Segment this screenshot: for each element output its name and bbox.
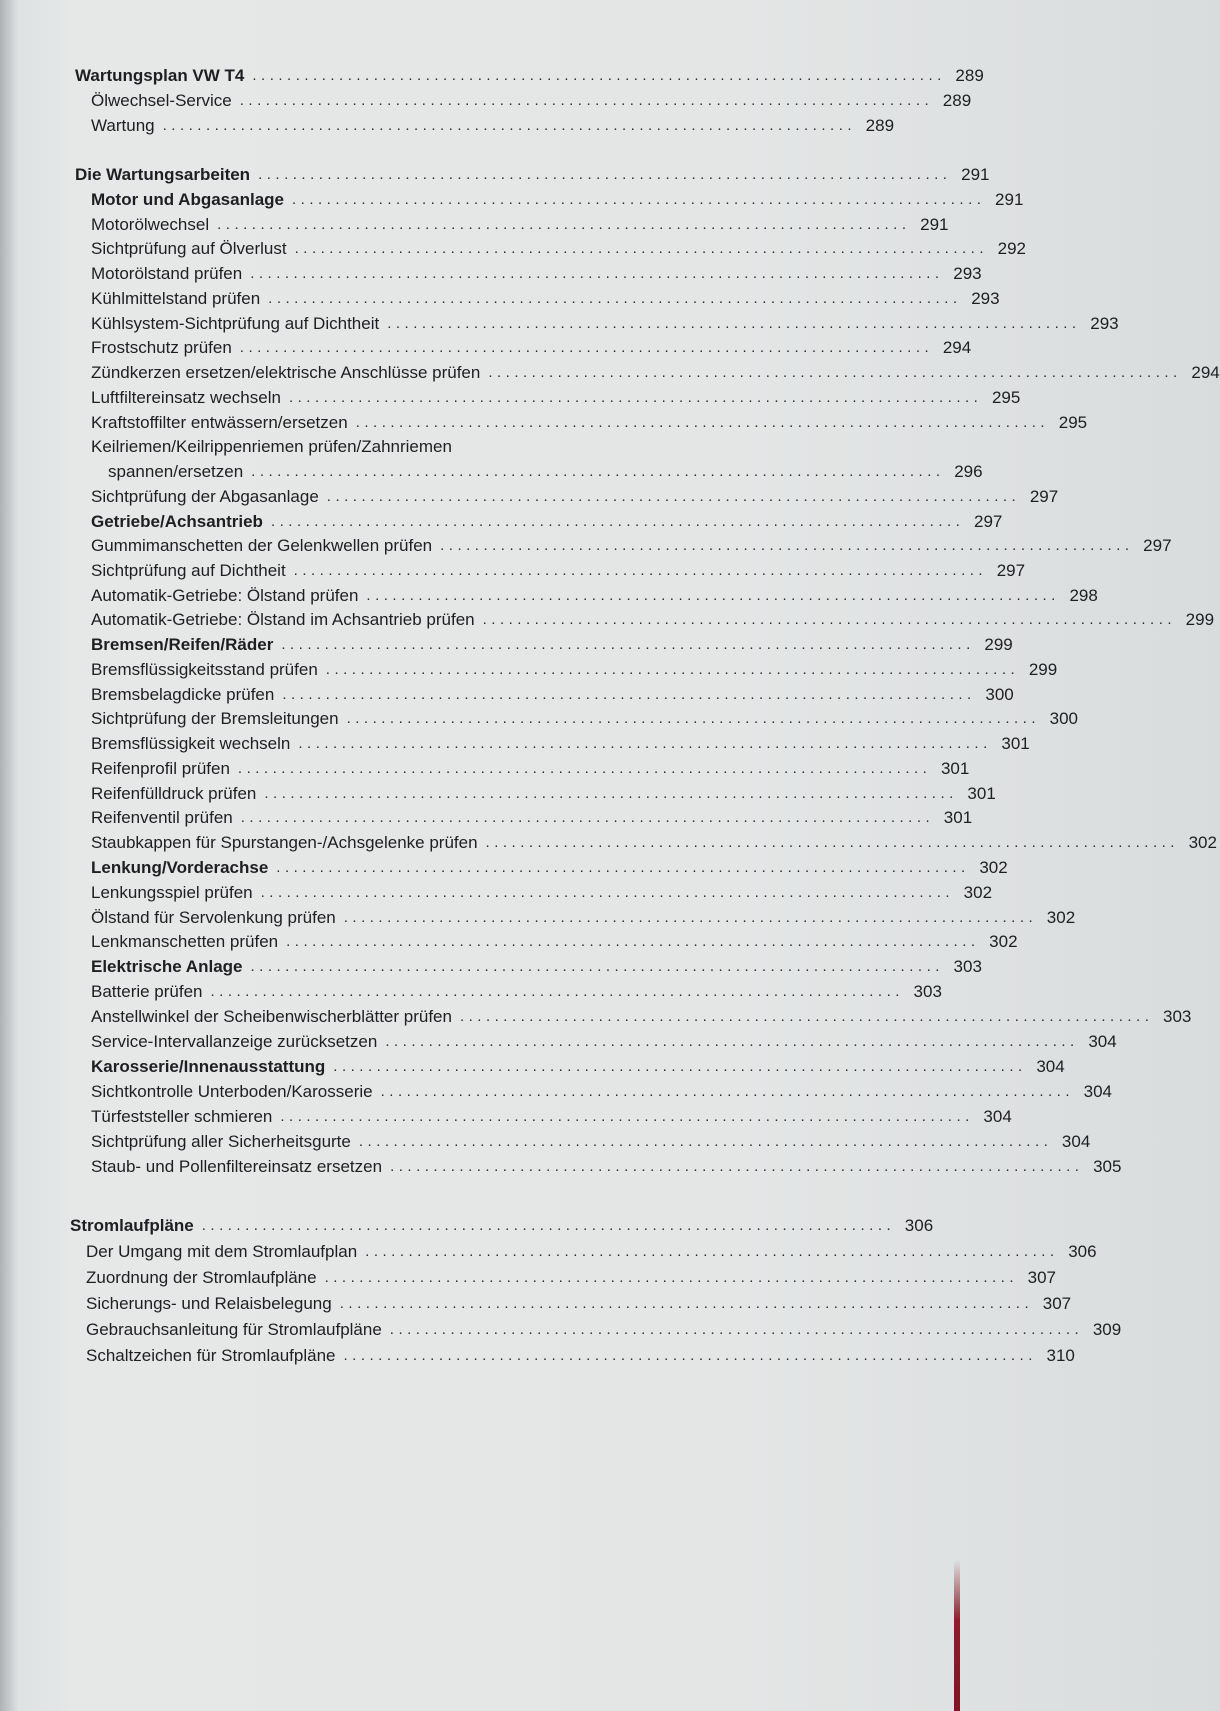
dot-leader: ................................................................................ bbox=[280, 1108, 974, 1125]
book-cover-edge bbox=[954, 1560, 960, 1711]
toc-page-number: 299 bbox=[1028, 660, 1058, 679]
dot-leader: ................................................................................ bbox=[286, 933, 980, 950]
toc-page-number: 289 bbox=[942, 91, 972, 110]
toc-page-number: 296 bbox=[954, 462, 983, 481]
toc-entry bbox=[91, 656, 1058, 681]
toc-heading bbox=[91, 854, 1008, 879]
toc-entry-title: Motorölstand prüfen bbox=[91, 264, 243, 283]
toc-entry-title: Sichtprüfung auf Dichtheit bbox=[91, 561, 286, 580]
toc-entry-title: Bremsflüssigkeit wechseln bbox=[91, 734, 291, 753]
dot-leader: ................................................................................ bbox=[292, 191, 986, 208]
toc-entry bbox=[91, 235, 1027, 260]
toc-page-number: 297 bbox=[1029, 487, 1059, 506]
toc-entry-title: Türfeststeller schmieren bbox=[91, 1107, 273, 1126]
toc-entry-title: Sichtprüfung der Abgasanlage bbox=[91, 487, 319, 506]
toc-entry-title: Wartungsplan VW T4 bbox=[75, 66, 245, 85]
dot-leader: ................................................................................ bbox=[281, 636, 975, 653]
toc-entry-title: Lenkungsspiel prüfen bbox=[91, 883, 253, 902]
toc-entry-title: Batterie prüfen bbox=[91, 982, 203, 1001]
toc-entry bbox=[91, 211, 949, 236]
dot-leader: ................................................................................ bbox=[343, 1347, 1037, 1364]
dot-leader: ................................................................................ bbox=[258, 166, 952, 183]
toc-entry bbox=[91, 904, 1076, 929]
toc-page-number: 307 bbox=[1027, 1268, 1056, 1287]
toc-entry bbox=[91, 532, 1172, 557]
toc-entry-title: Karosserie/Innenausstattung bbox=[91, 1057, 326, 1076]
toc-entry-title: Motorölwechsel bbox=[91, 215, 210, 234]
dot-leader: ................................................................................ bbox=[324, 1269, 1018, 1286]
toc-entry bbox=[86, 1342, 1075, 1367]
toc-page-number: 293 bbox=[1090, 314, 1119, 333]
toc-page-number: 304 bbox=[1088, 1032, 1117, 1051]
dot-leader: ................................................................................ bbox=[237, 760, 932, 777]
toc-page-number: 292 bbox=[997, 239, 1027, 258]
dot-leader: ................................................................................ bbox=[440, 537, 1134, 554]
toc-entry bbox=[91, 1128, 1091, 1153]
toc-entry-title: Reifenventil prüfen bbox=[91, 808, 233, 827]
toc-entry-title: Sicherungs- und Relaisbelegung bbox=[86, 1294, 332, 1313]
toc-entry-title: Zündkerzen ersetzen/elektrische Anschlüsse prüfen bbox=[91, 363, 481, 382]
dot-leader: ................................................................................ bbox=[343, 909, 1038, 926]
toc-page-number: 303 bbox=[913, 982, 942, 1001]
toc-entry-title: Staubkappen für Spurstangen-/Achsgelenke prüfen bbox=[91, 833, 478, 852]
toc-entry-title: Ölwechsel-Service bbox=[91, 91, 232, 110]
toc-page-number: 306 bbox=[904, 1216, 934, 1235]
dot-leader: ................................................................................ bbox=[389, 1321, 1084, 1338]
dot-leader: ................................................................................ bbox=[380, 1083, 1075, 1100]
toc-entry bbox=[91, 755, 970, 780]
toc-entry bbox=[86, 1316, 1122, 1341]
toc-page-number: 297 bbox=[973, 512, 1003, 531]
toc-entry-title: Kraftstoffilter entwässern/ersetzen bbox=[91, 413, 348, 432]
dot-leader: ................................................................................ bbox=[355, 414, 1050, 431]
toc-entry-title: Luftfiltereinsatz wechseln bbox=[91, 388, 281, 407]
toc-entry-title: Die Wartungsarbeiten bbox=[75, 165, 251, 184]
dot-leader: ................................................................................ bbox=[488, 364, 1182, 381]
toc-entry-title: Elektrische Anlage bbox=[91, 957, 243, 976]
dot-leader: ................................................................................ bbox=[298, 735, 992, 752]
dot-leader: ................................................................................ bbox=[276, 859, 970, 876]
dot-leader: ................................................................................ bbox=[485, 834, 1179, 851]
toc-entry bbox=[91, 879, 993, 904]
toc-entry bbox=[91, 87, 972, 112]
toc-entry-title: Schaltzeichen für Stromlaufpläne bbox=[86, 1346, 336, 1365]
toc-entry-title: Sichtkontrolle Unterboden/Karosserie bbox=[91, 1082, 373, 1101]
toc-page-number: 293 bbox=[953, 264, 982, 283]
toc-page-number: 301 bbox=[943, 808, 973, 827]
dot-leader: ................................................................................ bbox=[162, 117, 857, 134]
toc-page-number: 302 bbox=[1188, 833, 1217, 852]
toc-page-number: 297 bbox=[1143, 536, 1172, 555]
toc-page-number: 300 bbox=[985, 685, 1014, 704]
toc-heading bbox=[91, 631, 1013, 656]
toc-page-number: 291 bbox=[920, 215, 949, 234]
toc-page-number: 304 bbox=[1083, 1082, 1113, 1101]
toc-page-number: 303 bbox=[1163, 1007, 1192, 1026]
toc-entry-title: Kühlmittelstand prüfen bbox=[91, 289, 261, 308]
toc-entry bbox=[91, 780, 996, 805]
dot-leader: ................................................................................ bbox=[268, 290, 962, 307]
toc-entry bbox=[91, 433, 578, 458]
toc-entry-title: Reifenprofil prüfen bbox=[91, 759, 230, 778]
toc-entry-title: Keilriemen/Keilrippenriemen prüfen/Zahnriemen bbox=[91, 437, 452, 456]
toc-page-number: 293 bbox=[971, 289, 1000, 308]
toc-page-number: 298 bbox=[1069, 586, 1098, 605]
toc-entry bbox=[91, 928, 1018, 953]
dot-leader: ................................................................................ bbox=[294, 240, 989, 257]
dot-leader: ................................................................................ bbox=[325, 661, 1020, 678]
toc-page-number: 299 bbox=[1185, 610, 1215, 629]
toc-entry bbox=[91, 112, 895, 137]
toc-page-number: 302 bbox=[989, 932, 1018, 951]
toc-entry-title: spannen/ersetzen bbox=[108, 462, 244, 481]
toc-page-number: 305 bbox=[1093, 1157, 1122, 1176]
dot-leader: ................................................................................ bbox=[252, 67, 946, 84]
toc-heading bbox=[91, 186, 1024, 211]
toc-entry bbox=[91, 681, 1014, 706]
dot-leader: ................................................................................ bbox=[217, 216, 911, 233]
toc-entry bbox=[91, 310, 1119, 335]
toc-page-number: 300 bbox=[1049, 709, 1078, 728]
toc-page-number: 310 bbox=[1046, 1346, 1075, 1365]
toc-page-number: 294 bbox=[942, 338, 972, 357]
toc-page-number: 304 bbox=[1036, 1057, 1065, 1076]
toc-entry-title: Wartung bbox=[91, 116, 155, 135]
toc-entry bbox=[91, 1103, 1012, 1128]
toc-heading bbox=[70, 1212, 934, 1237]
toc-page-number: 291 bbox=[995, 190, 1024, 209]
toc-page-number: 304 bbox=[983, 1107, 1012, 1126]
dot-leader: ................................................................................ bbox=[459, 1008, 1154, 1025]
dot-leader: ................................................................................ bbox=[264, 785, 958, 802]
toc-entry-title: Anstellwinkel der Scheibenwischerblätter prüfen bbox=[91, 1007, 452, 1026]
toc-page-number: 289 bbox=[955, 66, 984, 85]
dot-leader: ................................................................................ bbox=[390, 1158, 1084, 1175]
toc-entry bbox=[86, 1238, 1097, 1263]
toc-page-number: 302 bbox=[963, 883, 993, 902]
dot-leader: ................................................................................ bbox=[365, 1243, 1059, 1260]
toc-heading bbox=[75, 62, 984, 87]
toc-entry-title: Bremsflüssigkeitsstand prüfen bbox=[91, 660, 318, 679]
toc-entry-title: Gummimanschetten der Gelenkwellen prüfen bbox=[91, 536, 433, 555]
toc-entry-title: Automatik-Getriebe: Ölstand im Achsantrieb prüfen bbox=[91, 610, 475, 629]
toc-entry bbox=[91, 705, 1078, 730]
toc-entry bbox=[91, 260, 982, 285]
toc-entry-title: Stromlaufpläne bbox=[70, 1216, 194, 1235]
toc-entry-title: Lenkung/Vorderachse bbox=[91, 858, 269, 877]
toc-entry-title: Ölstand für Servolenkung prüfen bbox=[91, 908, 336, 927]
toc-page-number: 294 bbox=[1191, 363, 1220, 382]
toc-entry-title: Zuordnung der Stromlaufpläne bbox=[86, 1268, 317, 1287]
dot-leader: ................................................................................ bbox=[250, 265, 944, 282]
toc-entry-title: Kühlsystem-Sichtprüfung auf Dichtheit bbox=[91, 314, 380, 333]
toc-page-number: 295 bbox=[1058, 413, 1088, 432]
toc-entry bbox=[91, 730, 1030, 755]
toc-page-number: 302 bbox=[1046, 908, 1076, 927]
toc-page-number: 289 bbox=[865, 116, 895, 135]
toc-entry bbox=[91, 384, 1021, 409]
toc-entry bbox=[91, 978, 942, 1003]
toc-entry bbox=[91, 1153, 1122, 1178]
dot-leader: ................................................................................ bbox=[366, 587, 1060, 604]
toc-entry-title: Motor und Abgasanlage bbox=[91, 190, 284, 209]
toc-page-number: 307 bbox=[1042, 1294, 1072, 1313]
toc-entry bbox=[91, 1028, 1117, 1053]
toc-entry bbox=[91, 557, 1026, 582]
toc-heading bbox=[91, 953, 982, 978]
toc-entry-title: Sichtprüfung auf Ölverlust bbox=[91, 239, 287, 258]
toc-entry bbox=[91, 829, 1217, 854]
dot-leader: ................................................................................ bbox=[250, 958, 944, 975]
toc-entry-title: Lenkmanschetten prüfen bbox=[91, 932, 279, 951]
dot-leader: ................................................................................ bbox=[326, 488, 1021, 505]
toc-entry-title: Gebrauchsanleitung für Stromlaufpläne bbox=[86, 1320, 382, 1339]
toc-entry-title: Getriebe/Achsantrieb bbox=[91, 512, 263, 531]
toc-heading bbox=[75, 161, 990, 186]
toc-page-number: 301 bbox=[967, 784, 996, 803]
dot-leader: ................................................................................ bbox=[239, 339, 934, 356]
dot-leader: ................................................................................ bbox=[240, 809, 935, 826]
toc-entry-title: Reifenfülldruck prüfen bbox=[91, 784, 257, 803]
toc-entry bbox=[91, 483, 1059, 508]
dot-leader: ................................................................................ bbox=[482, 611, 1177, 628]
toc-page-number: 291 bbox=[961, 165, 990, 184]
dot-leader: ................................................................................ bbox=[239, 92, 934, 109]
toc-entry bbox=[91, 606, 1215, 631]
toc-entry bbox=[91, 334, 972, 359]
toc-page-number: 301 bbox=[940, 759, 970, 778]
toc-entry-title: Bremsen/Reifen/Räder bbox=[91, 635, 274, 654]
toc-entry bbox=[86, 1264, 1056, 1289]
toc-entry bbox=[91, 582, 1098, 607]
toc-entry-title: Bremsbelagdicke prüfen bbox=[91, 685, 275, 704]
toc-page-number: 306 bbox=[1068, 1242, 1097, 1261]
toc-entry-title: Service-Intervallanzeige zurücksetzen bbox=[91, 1032, 378, 1051]
toc-page-number: 297 bbox=[996, 561, 1026, 580]
dot-leader: ................................................................................ bbox=[251, 463, 945, 480]
toc-heading bbox=[91, 1053, 1065, 1078]
toc-entry-title: Sichtprüfung der Bremsleitungen bbox=[91, 709, 339, 728]
dot-leader: ................................................................................ bbox=[201, 1217, 896, 1234]
toc-entry-title: Staub- und Pollenfiltereinsatz ersetzen bbox=[91, 1157, 383, 1176]
dot-leader: ................................................................................ bbox=[387, 315, 1081, 332]
dot-leader: ................................................................................ bbox=[346, 710, 1040, 727]
toc-entry-title: Sichtprüfung aller Sicherheitsgurte bbox=[91, 1132, 351, 1151]
toc-entry-title: Automatik-Getriebe: Ölstand prüfen bbox=[91, 586, 359, 605]
toc-page-number: 309 bbox=[1092, 1320, 1122, 1339]
dot-leader: ................................................................................ bbox=[282, 686, 976, 703]
toc-heading bbox=[91, 508, 1003, 533]
toc-entry-title: Der Umgang mit dem Stromlaufplan bbox=[86, 1242, 358, 1261]
dot-leader: ................................................................................ bbox=[293, 562, 988, 579]
toc-entry bbox=[91, 359, 1220, 384]
dot-leader: ................................................................................ bbox=[288, 389, 983, 406]
toc-entry bbox=[86, 1290, 1072, 1315]
dot-leader: ................................................................................ bbox=[339, 1295, 1034, 1312]
dot-leader: ................................................................................ bbox=[270, 513, 965, 530]
toc-entry bbox=[91, 285, 1000, 310]
dot-leader: ................................................................................ bbox=[260, 884, 955, 901]
toc-page-number: 301 bbox=[1001, 734, 1030, 753]
toc-page-number: 295 bbox=[991, 388, 1021, 407]
toc-entry-title: Frostschutz prüfen bbox=[91, 338, 232, 357]
toc-entry bbox=[91, 1003, 1192, 1028]
dot-leader: ................................................................................ bbox=[210, 983, 904, 1000]
dot-leader: ................................................................................ bbox=[385, 1033, 1079, 1050]
dot-leader: ................................................................................ bbox=[358, 1133, 1053, 1150]
page-binding-shadow bbox=[0, 0, 18, 1711]
toc-entry bbox=[91, 804, 973, 829]
toc-page-number: 304 bbox=[1061, 1132, 1091, 1151]
dot-leader: ................................................................................ bbox=[333, 1058, 1027, 1075]
toc-page-number: 299 bbox=[984, 635, 1013, 654]
toc-page-number: 302 bbox=[979, 858, 1008, 877]
toc-entry bbox=[91, 1078, 1113, 1103]
toc-entry bbox=[108, 458, 983, 483]
toc-entry bbox=[91, 409, 1088, 434]
toc-page-number: 303 bbox=[953, 957, 982, 976]
